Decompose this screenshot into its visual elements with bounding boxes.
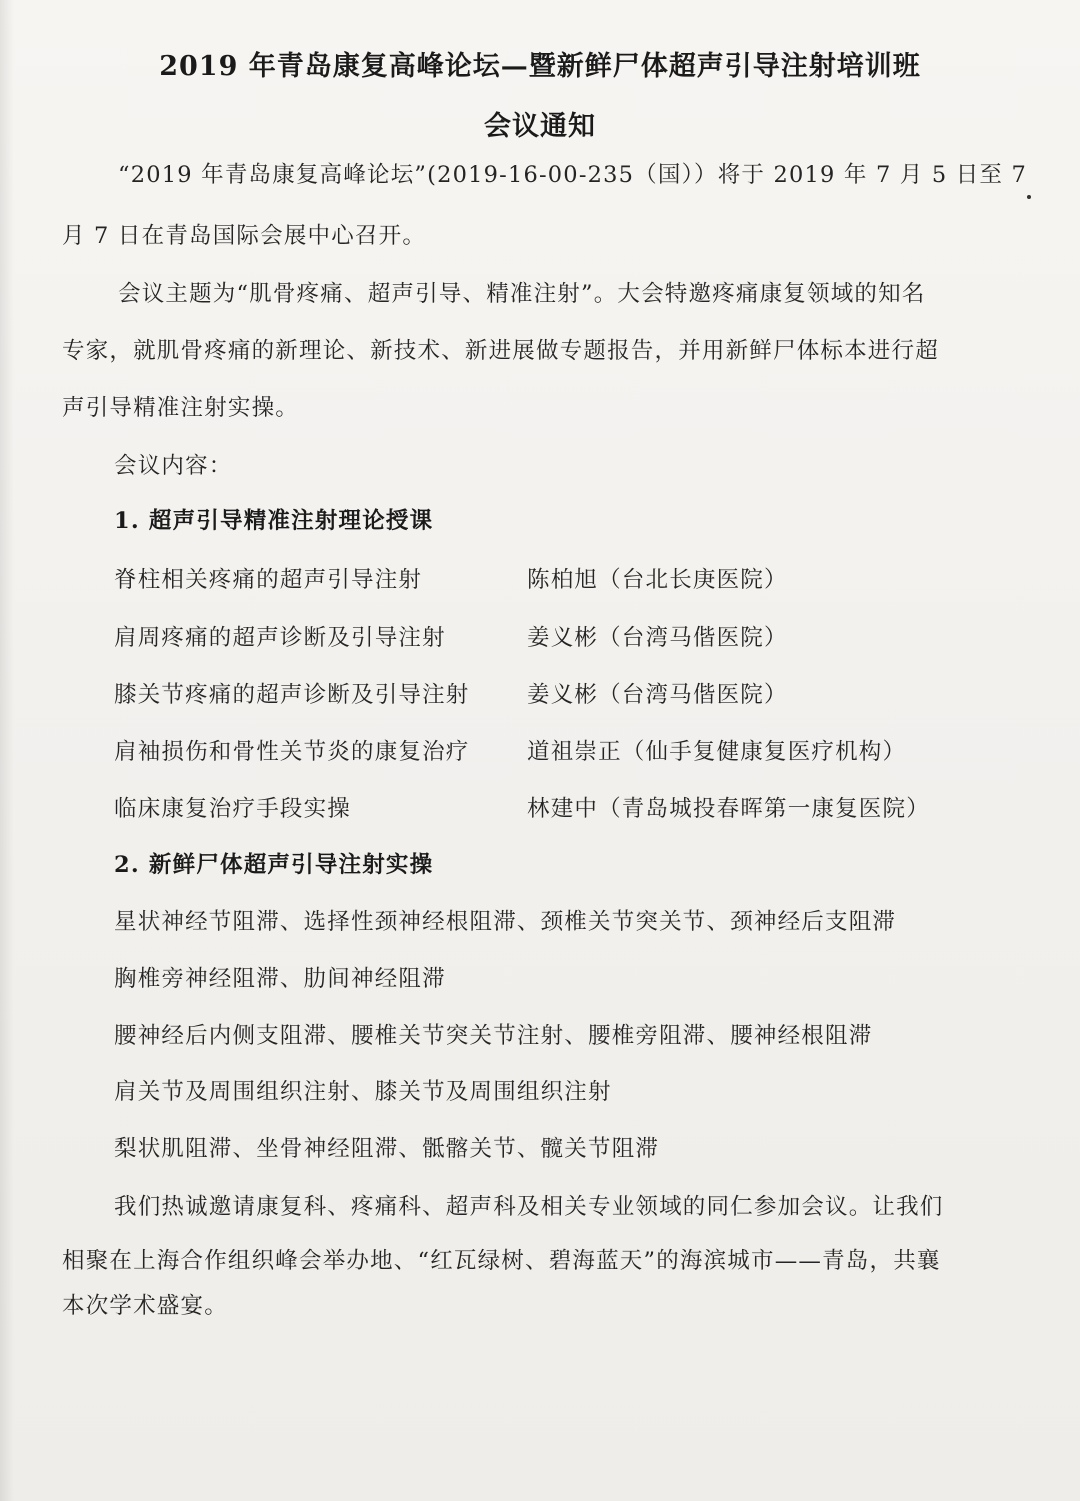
closing-line-3: 本次学术盛宴。 bbox=[62, 1293, 228, 1319]
document-title: 2019 年青岛康复高峰论坛—暨新鲜尸体超声引导注射培训班 bbox=[159, 51, 921, 82]
lecture-speaker: 陈柏旭（台北长庚医院） bbox=[527, 567, 788, 593]
section-1-heading: 1. 超声引导精准注射理论授课 bbox=[114, 508, 434, 534]
practice-item: 肩关节及周围组织注射、膝关节及周围组织注射 bbox=[114, 1079, 612, 1105]
practice-item: 腰神经后内侧支阻滞、腰椎关节突关节注射、腰椎旁阻滞、腰神经根阻滞 bbox=[114, 1023, 873, 1049]
theme-line-2: 专家，就肌骨疼痛的新理论、新技术、新进展做专题报告，并用新鲜尸体标本进行超 bbox=[62, 338, 939, 364]
lecture-speaker: 姜义彬（台湾马偕医院） bbox=[527, 625, 788, 651]
lecture-speaker: 林建中（青岛城投春晖第一康复医院） bbox=[527, 796, 930, 822]
lecture-topic: 肩袖损伤和骨性关节炎的康复治疗 bbox=[114, 739, 470, 765]
lecture-speaker: 道祖崇正（仙手复健康复医疗机构） bbox=[527, 739, 907, 765]
theme-line-1: 会议主题为“肌骨疼痛、超声引导、精准注射”。大会特邀疼痛康复领域的知名 bbox=[118, 281, 926, 307]
lecture-topic: 肩周疼痛的超声诊断及引导注射 bbox=[114, 625, 446, 651]
section-2-heading: 2. 新鲜尸体超声引导注射实操 bbox=[114, 852, 434, 878]
practice-item: 梨状肌阻滞、坐骨神经阻滞、骶髂关节、髋关节阻滞 bbox=[114, 1136, 660, 1162]
lecture-topic: 脊柱相关疼痛的超声引导注射 bbox=[114, 567, 423, 593]
lecture-topic: 临床康复治疗手段实操 bbox=[114, 796, 352, 822]
intro-line-2: 月 7 日在青岛国际会展中心召开。 bbox=[62, 223, 427, 249]
intro-line-1: “2019 年青岛康复高峰论坛”(2019-16-00-235（国））将于 2019 年 7 月 5 日至 7 bbox=[118, 162, 1027, 188]
theme-line-3: 声引导精准注射实操。 bbox=[62, 395, 300, 421]
practice-item: 星状神经节阻滞、选择性颈神经根阻滞、颈椎关节突关节、颈神经后支阻滞 bbox=[114, 909, 897, 935]
document-subtitle: 会议通知 bbox=[484, 111, 596, 142]
lecture-topic: 膝关节疼痛的超声诊断及引导注射 bbox=[114, 682, 470, 708]
practice-item: 胸椎旁神经阻滞、肋间神经阻滞 bbox=[114, 966, 446, 992]
closing-line-1: 我们热诚邀请康复科、疼痛科、超声科及相关专业领域的同仁参加会议。让我们 bbox=[114, 1194, 944, 1220]
scan-mark bbox=[1027, 195, 1031, 199]
content-label: 会议内容： bbox=[114, 453, 233, 479]
closing-line-2: 相聚在上海合作组织峰会举办地、“红瓦绿树、碧海蓝天”的海滨城市——青岛，共襄 bbox=[62, 1248, 941, 1274]
lecture-speaker: 姜义彬（台湾马偕医院） bbox=[527, 682, 788, 708]
